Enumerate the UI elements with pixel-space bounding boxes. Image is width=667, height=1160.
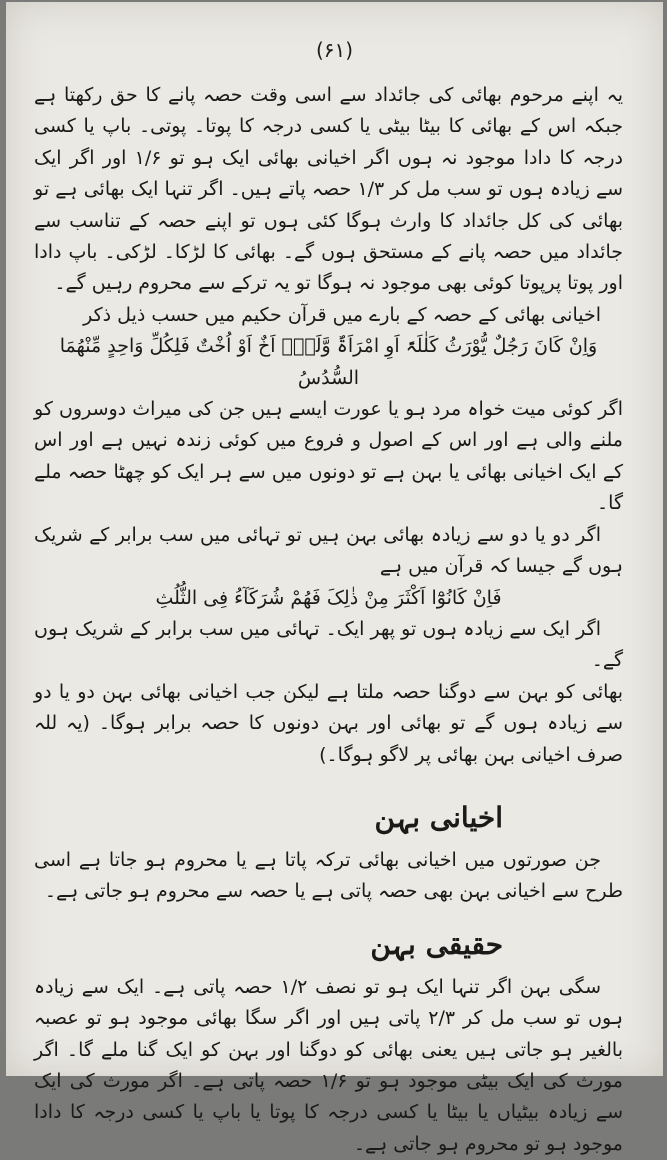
page-number: (۶۱) bbox=[315, 38, 354, 62]
heading-real-sister: حقیقی بہن bbox=[370, 927, 503, 961]
paragraph-quran-reference: اخیانی بھائی کے حصہ کے بارے میں قرآن حکیم میں حسب ذیل ذکر bbox=[83, 303, 601, 326]
document-page bbox=[6, 2, 663, 1155]
quran-verse-third: فَاِنْ کَانُوْٓا اَکْثَرَ مِنْ ذٰلِکَ فَھُمْ شُرَکَآءُ فِی الثُّلُثِ bbox=[155, 586, 502, 609]
page-body bbox=[34, 80, 623, 1160]
quran-verse-kalala: وَاِنْ کَانَ رَجُلٌ یُّوْرَثُ کَلٰلَۃً اَوِ امْرَاَۃٌ وَّلَہٗٓ اَخٌ اَوْ اُخْتٌ فَلِکُلِّ وَاحِدٍ مِّنْھُمَا السُّدُسُ bbox=[59, 335, 598, 389]
paragraph-equal-share: بھائی کو بہن سے دوگنا حصہ ملتا ہے لیکن جب اخیانی بھائی بہن دو یا دو سے زیادہ ہوں گے تو بھائی اور بہن دونوں کا حصہ برابر ہوگا۔ (یہ للہ صرف اخیانی بہن بھائی پر لاگو ہوگا۔) bbox=[34, 680, 623, 766]
paragraph-sixth-share: اگر کوئی میت خواہ مرد ہو یا عورت ایسے ہیں جن کی میراث دوسروں کو ملنے والی ہے اور اس کے اصول و فروع میں کوئی زندہ نہیں ہے اور اس کے ایک اخیانی بھائی یا بہن ہے تو دونوں میں سے ہر ایک کو چھٹا حصہ ملے گا۔ bbox=[34, 398, 623, 515]
paragraph-akhyani-brother-share: یہ اپنے مرحوم بھائی کی جائداد سے اسی وقت حصہ پانے کا حق رکھتا ہے جبکہ اس کے بھائی کا بیٹا بیٹی یا کسی درجہ کا پوتا۔ پوتی۔ باپ یا کسی درجہ کا دادا موجود نہ ہوں اگر اخیانی بھائی ایک ہو تو ۱/۶ اور اگر ایک سے زیادہ ہوں تو سب مل کر ۱/۳ حصہ پاتے ہیں۔ اگر تنہا ایک بھائی ہے تو بھائی کی کل جائداد کا وارث ہوگا کئی ہوں تو اپنے حصہ کے تناسب سے جائداد میں حصہ پانے کے مستحق ہوں گے۔ بھائی کا لڑکا۔ لڑکی۔ باپ دادا اور پوتا پرپوتا کوئی بھی موجود نہ ہوگا تو یہ ترکے سے محروم رہیں گے۔ bbox=[34, 84, 623, 295]
paragraph-translation: اگر ایک سے زیادہ ہوں تو پھر ایک۔ تہائی میں سب برابر کے شریک ہوں گے۔ bbox=[34, 617, 623, 672]
heading-akhyani-sister: اخیانی بہن bbox=[374, 800, 503, 834]
paragraph-third-share: اگر دو یا دو سے زیادہ بھائی بہن ہیں تو تہائی میں سب برابر کے شریک ہوں گے جیسا کہ قرآن میں ہے bbox=[34, 523, 623, 578]
paragraph-real-sister: سگی بہن اگر تنہا ایک ہو تو نصف ۱/۲ حصہ پاتی ہے۔ ایک سے زیادہ ہوں تو سب مل کر ۲/۳ پاتی ہیں اور اگر سگا بھائی موجود ہو تو عصبہ بالغیر ہو جاتی ہیں یعنی بھائی کو دوگنا اور بہن کو ایک گنا ملے گا۔ اگر مورث کی ایک بیٹی موجود ہو تو ۱/۶ حصہ پاتی ہے۔ اگر مورث کی ایک سے زیادہ بیٹیاں یا بیٹا یا کسی درجہ کا پوتا یا باپ یا کسی درجہ کا دادا موجود ہو تو محروم ہو جاتی ہے۔ bbox=[34, 975, 623, 1155]
paragraph-akhyani-sister: جن صورتوں میں اخیانی بھائی ترکہ پاتا ہے یا محروم ہو جاتا ہے اسی طرح سے اخیانی بہن بھی حصہ پاتی ہے یا حصہ سے محروم ہو جاتی ہے۔ bbox=[34, 848, 623, 903]
